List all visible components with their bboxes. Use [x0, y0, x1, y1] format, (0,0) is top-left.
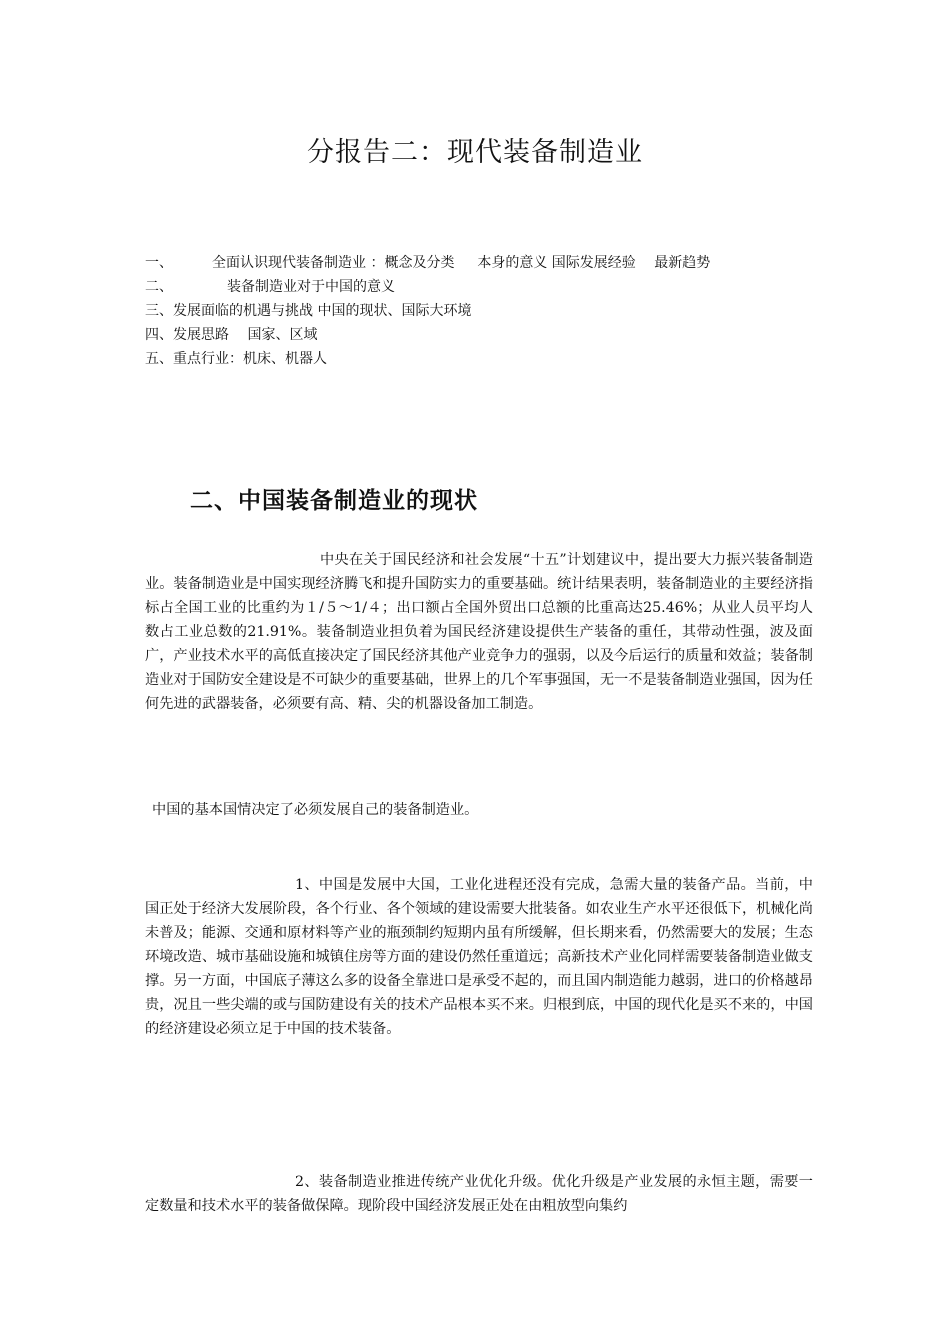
toc-item-text: 装备制造业对于中国的意义 — [227, 279, 395, 295]
toc-item-5 — [145, 347, 825, 371]
table-of-contents — [145, 251, 825, 371]
paragraph-intro: 中央在关于国民经济和社会发展“十五”计划建议中，提出要大力振兴装备制造业。装备制造业是中国实现经济腾飞和提升国防实力的重要基础。统计结果表明，装备制造业的主要经济指标占全国工业的比重约为１/５～1/４；出口额占全国外贸出口总额的比重高达25.46%；从业人员平均人数占工业总数的21.91%。装备制造业担负着为国民经济建设提供生产装备的重任，其带动性强，波及面广，产业技术水平的高低直接决定了国民经济其他产业竞争力的强弱，以及今后运行的质量和效益；装备制造业对于国防安全建设是不可缺少的重要基础，世界上的几个军事强国，无一不是装备制造业强国，因为任何先进的武器装备，必须要有高、精、尖的机器设备加工制造。 — [145, 552, 813, 712]
paragraph-point-1: 1、中国是发展中大国，工业化进程还没有完成，急需大量的装备产品。当前，中国正处于经济大发展阶段，各个行业、各个领域的建设需要大批装备。如农业生产水平还很低下，机械化尚未普及；能源、交通和原材料等产业的瓶颈制约短期内虽有所缓解，但长期来看，仍然需要大的发展；生态环境改造、城市基础设施和城镇住房等方面的建设仍然任重道远；高新技术产业化同样需要装备制造业做支撑。另一方面，中国底子薄这么多的设备全靠进口是承受不起的，而且国内制造能力越弱，进口的价格越昂贵，况且一些尖端的或与国防建设有关的技术产品根本买不来。归根到底，中国的现代化是买不来的，中国的经济建设必须立足于中国的技术装备。 — [145, 877, 813, 1037]
toc-item-2 — [145, 275, 825, 299]
toc-item-text: 全面认识现代装备制造业 ：概念及分类 本身的意义 国际发展经验 最新趋势 — [212, 255, 711, 271]
section-heading: 二、中国装备制造业的现状 — [190, 488, 478, 514]
toc-item-4 — [145, 323, 825, 347]
toc-item-1 — [145, 251, 825, 275]
toc-item-number: 二、 — [145, 279, 173, 295]
toc-item-text: 四、发展思路 国家、区域 — [145, 327, 318, 343]
paragraph-point-2: 2、装备制造业推进传统产业优化升级。优化升级是产业发展的永恒主题，需要一定数量和技术水平的装备做保障。现阶段中国经济发展正处在由粗放型向集约 — [145, 1174, 813, 1214]
paragraph-national-conditions: 中国的基本国情决定了必须发展自己的装备制造业。 — [152, 802, 479, 818]
toc-item-number: 一、 — [145, 255, 173, 271]
toc-item-3 — [145, 299, 825, 323]
toc-item-text: 三、发展面临的机遇与挑战 中国的现状、国际大环境 — [145, 303, 472, 319]
document-title: 分报告二：现代装备制造业 — [307, 137, 643, 168]
toc-item-text: 五、重点行业：机床、机器人 — [145, 351, 327, 367]
